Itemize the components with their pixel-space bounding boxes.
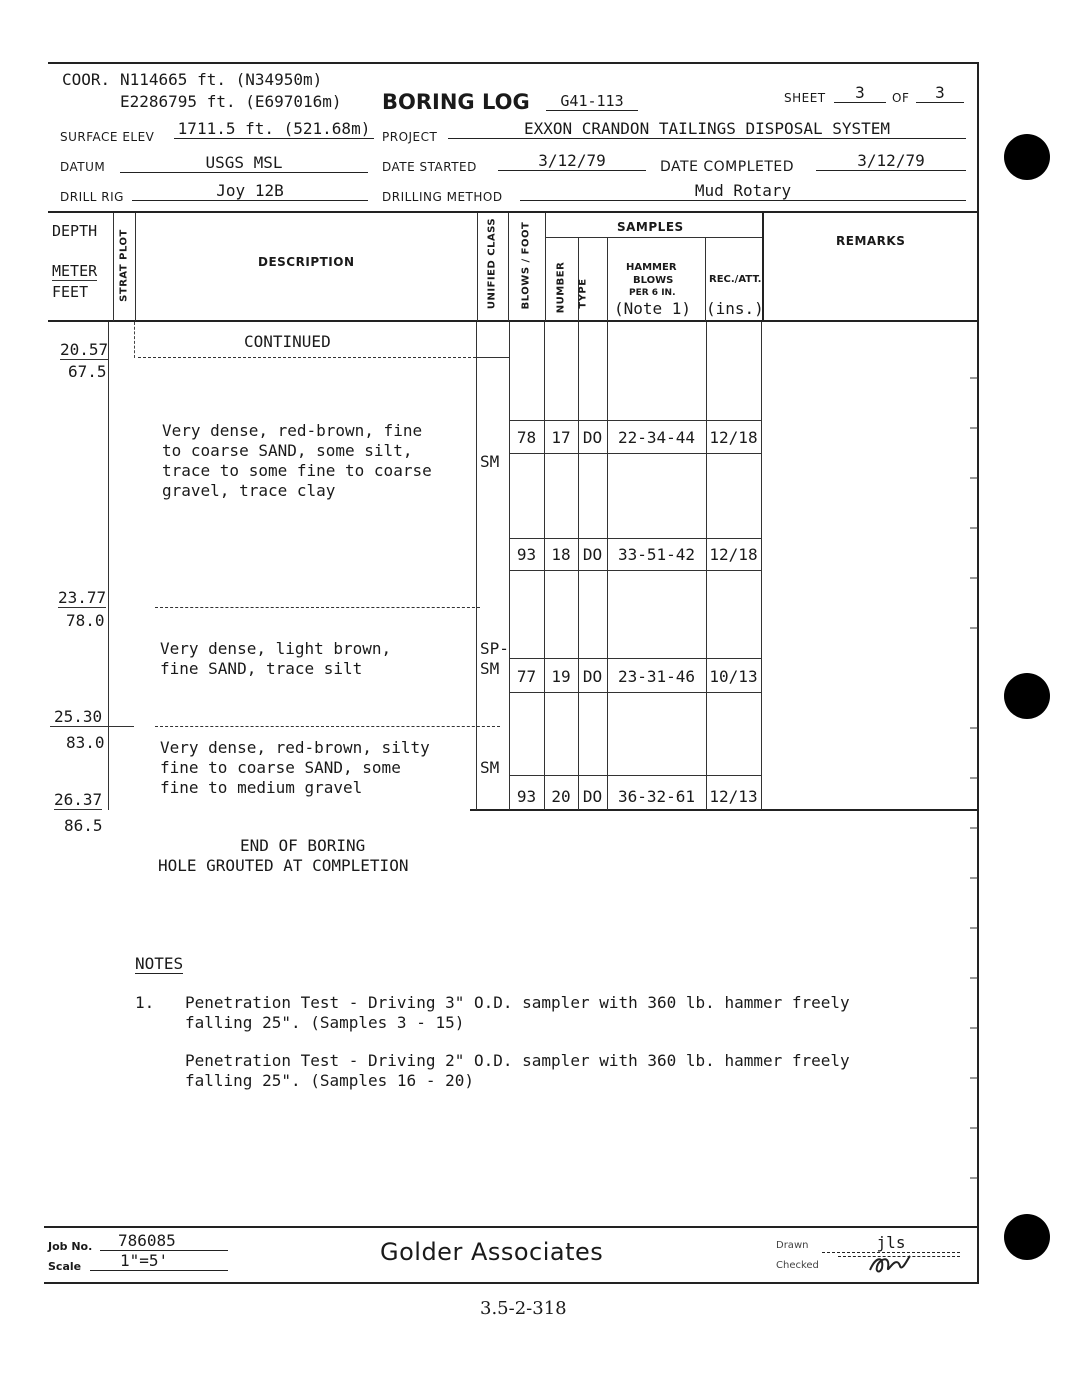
- drilling-method: Mud Rotary: [520, 182, 966, 201]
- of-label: OF: [892, 91, 910, 105]
- project-name: EXXON CRANDON TAILINGS DISPOSAL SYSTEM: [448, 120, 966, 139]
- note-number: 1.: [135, 993, 155, 1012]
- date-completed-label: DATE COMPLETED: [660, 159, 795, 175]
- unified-class-header: UNIFIED CLASS: [486, 217, 498, 310]
- job-number: 786085: [100, 1232, 228, 1251]
- sheet-label: SHEET: [784, 91, 826, 105]
- checked-label: Checked: [776, 1260, 819, 1271]
- depth-feet-4: 86.5: [64, 816, 103, 835]
- surface-elev-label: SURFACE ELEV: [60, 130, 155, 144]
- depth-feet-1: 67.5: [68, 362, 107, 381]
- note-1-line-2: falling 25". (Samples 3 - 15): [185, 1013, 465, 1032]
- hammer-header-2: BLOWS: [633, 275, 674, 286]
- hammer-note: (Note 1): [614, 299, 692, 318]
- company-name: Golder Associates: [380, 1238, 604, 1266]
- sample-rule-1: [509, 420, 761, 421]
- sample-blows: 93: [516, 545, 537, 564]
- sample-rule-4: [509, 570, 761, 571]
- col-type-hammer: [607, 238, 608, 321]
- layer-description: Very dense, red-brown, fine to coarse SAND, some silt, trace to some fine to coarse gravel, trace clay: [162, 421, 432, 500]
- sample-hammer: 22-34-44: [617, 428, 696, 447]
- notes-heading: NOTES: [135, 954, 184, 973]
- checked-initials-signature: [866, 1250, 912, 1276]
- note-1-line-1: Penetration Test - Driving 3" O.D. sampler with 360 lb. hammer freely: [185, 993, 850, 1012]
- sample-rule-3: [509, 538, 761, 539]
- sample-blows: 93: [516, 787, 537, 806]
- layer-class: SM: [480, 758, 500, 777]
- depth-header: DEPTH: [52, 222, 98, 240]
- depth-meter-4: 26.37: [54, 790, 103, 809]
- body-col-strat: [134, 322, 135, 358]
- body-col-depth: [108, 322, 109, 810]
- surface-elev: 1711.5 ft. (521.68m): [174, 120, 374, 139]
- drilling-method-label: DRILLING METHOD: [382, 190, 503, 204]
- layer-boundary-3: [155, 726, 500, 727]
- punch-hole-bottom: [1004, 1214, 1050, 1260]
- frame-bottom: [44, 1282, 978, 1284]
- sample-type: DO: [582, 428, 603, 447]
- layer-boundary-1: [138, 357, 476, 358]
- table-top-rule: [48, 211, 978, 213]
- note-2-line-2: falling 25". (Samples 16 - 20): [185, 1071, 474, 1090]
- datum-value: USGS MSL: [120, 154, 368, 173]
- sample-rec: 10/13: [709, 667, 758, 686]
- project-label: PROJECT: [382, 130, 438, 144]
- datum-label: DATUM: [60, 160, 106, 174]
- scale-label: Scale: [48, 1260, 82, 1273]
- sample-number: 20: [551, 787, 571, 806]
- coor-label: COOR.: [62, 70, 111, 89]
- sample-number: 17: [551, 428, 571, 447]
- class-boundary-1: [476, 357, 509, 358]
- strat-plot-header: STRAT PLOT: [118, 229, 130, 302]
- drill-rig-label: DRILL RIG: [60, 190, 124, 204]
- layer-description: Very dense, light brown, fine SAND, trace silt: [160, 639, 392, 678]
- frame-top: [48, 62, 978, 64]
- sample-rule-7: [509, 775, 761, 776]
- punch-hole-middle: [1004, 673, 1050, 719]
- number-header: NUMBER: [555, 261, 567, 314]
- coor-northing: N114665 ft. (N34950m): [120, 70, 323, 89]
- body-col-class-right: [509, 322, 510, 810]
- page-number: 3.5-2-318: [480, 1298, 567, 1319]
- sample-type: DO: [582, 667, 603, 686]
- right-edge-ticks: [966, 330, 978, 1230]
- depth-meter-3: 25.30: [54, 707, 103, 726]
- layer-class: SP- SM: [480, 639, 509, 678]
- document-title: BORING LOG: [382, 90, 530, 114]
- layer-boundary-2: [155, 607, 480, 608]
- drawn-by: jls: [822, 1234, 960, 1253]
- continued-label: CONTINUED: [244, 332, 331, 351]
- depth-feet-2: 78.0: [66, 611, 105, 630]
- body-col-type: [607, 322, 608, 810]
- samples-header: SAMPLES: [617, 220, 684, 234]
- meter-header: METER: [52, 262, 98, 280]
- sample-hammer: 33-51-42: [617, 545, 696, 564]
- body-col-hammer: [706, 322, 707, 810]
- sample-rec: 12/18: [709, 545, 758, 564]
- drawn-label: Drawn: [776, 1240, 809, 1251]
- sample-hammer: 23-31-46: [617, 667, 696, 686]
- depth-meter-2: 23.77: [58, 588, 107, 607]
- table-bottom-rule: [470, 809, 978, 811]
- hammer-header-1: HAMMER: [626, 262, 677, 273]
- col-desc-class: [477, 213, 478, 321]
- date-started-label: DATE STARTED: [382, 160, 477, 174]
- date-completed: 3/12/79: [816, 152, 966, 171]
- sample-blows: 78: [516, 428, 537, 447]
- sample-rule-5: [509, 658, 761, 659]
- col-strat-desc: [135, 213, 136, 321]
- body-col-rec: [761, 322, 762, 810]
- body-col-class-left: [476, 322, 477, 810]
- layer-description: Very dense, red-brown, silty fine to coarse SAND, some fine to medium gravel: [160, 738, 430, 797]
- drill-rig: Joy 12B: [132, 182, 368, 201]
- sample-type: DO: [582, 545, 603, 564]
- rec-unit-header: (ins.): [706, 299, 764, 318]
- sample-rule-2: [509, 453, 761, 454]
- sheet-number: 3: [834, 84, 886, 103]
- depth-feet-3: 83.0: [66, 733, 105, 752]
- sample-number: 18: [551, 545, 571, 564]
- sample-blows: 77: [516, 667, 537, 686]
- column-header-rule: [48, 320, 978, 322]
- col-blows-samples: [545, 213, 546, 321]
- sample-hammer: 36-32-61: [617, 787, 696, 806]
- job-label: Job No.: [48, 1240, 93, 1253]
- description-header: DESCRIPTION: [258, 255, 355, 269]
- footer-rule: [44, 1226, 978, 1228]
- note-2-line-1: Penetration Test - Driving 2" O.D. sampler with 360 lb. hammer freely: [185, 1051, 850, 1070]
- log-id: G41-113: [546, 92, 638, 111]
- sample-rec: 12/13: [709, 787, 758, 806]
- body-col-blows: [544, 322, 545, 810]
- rec-att-header: REC./ATT.: [709, 274, 762, 285]
- sample-type: DO: [582, 787, 603, 806]
- sample-rule-6: [509, 692, 761, 693]
- sample-rec: 12/18: [709, 428, 758, 447]
- sample-number: 19: [551, 667, 571, 686]
- type-header: TYPE: [577, 278, 589, 309]
- col-depth-strat: [113, 213, 114, 321]
- remarks-header: REMARKS: [836, 234, 906, 248]
- scale-value: 1"=5': [90, 1252, 228, 1271]
- hammer-header-3: PER 6 IN.: [629, 288, 676, 298]
- end-of-boring: END OF BORING: [240, 836, 366, 855]
- coor-easting: E2286795 ft. (E697016m): [120, 92, 342, 111]
- col-class-blows: [508, 213, 509, 321]
- blows-foot-header: BLOWS / FOOT: [520, 221, 532, 310]
- feet-header: FEET: [52, 283, 89, 301]
- date-started: 3/12/79: [498, 152, 646, 171]
- layer-class: SM: [480, 452, 500, 471]
- depth-meter-1: 20.57: [60, 340, 109, 359]
- body-col-number: [578, 322, 579, 810]
- hole-grouted: HOLE GROUTED AT COMPLETION: [158, 856, 409, 875]
- sheet-total: 3: [916, 84, 964, 103]
- depth-boundary-3: [50, 726, 134, 727]
- punch-hole-top: [1004, 134, 1050, 180]
